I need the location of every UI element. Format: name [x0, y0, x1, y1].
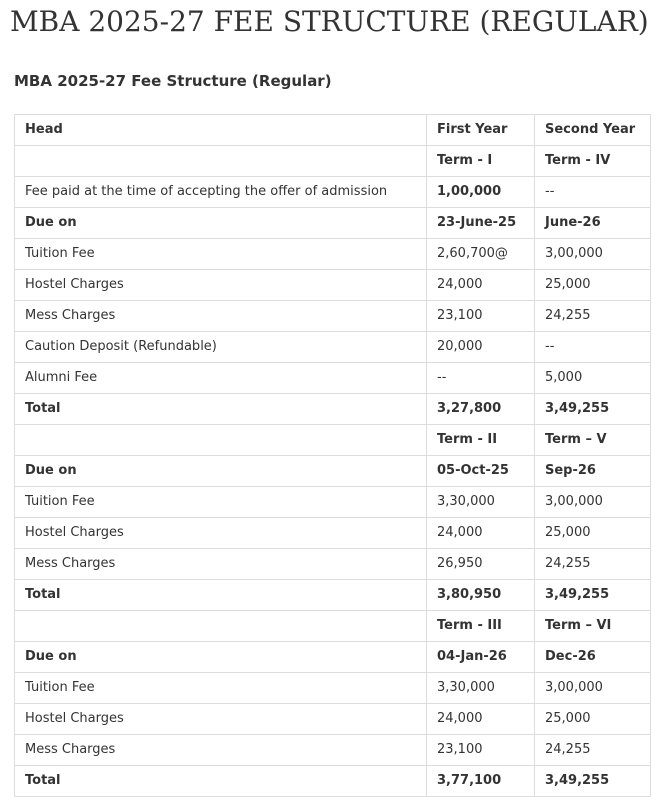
first-year-cell: 23-June-25 [427, 208, 535, 239]
table-row-fee [15, 363, 651, 394]
head-cell: Head [15, 115, 427, 146]
head-cell: Due on [15, 642, 427, 673]
first-year-cell: 04-Jan-26 [427, 642, 535, 673]
fee-structure-table [14, 114, 651, 797]
first-year-cell: 26,950 [427, 549, 535, 580]
second-year-cell: Term - IV [535, 146, 651, 177]
first-year-cell: 3,77,100 [427, 766, 535, 797]
first-year-cell: 3,30,000 [427, 487, 535, 518]
table-row-fee [15, 270, 651, 301]
first-year-cell: 24,000 [427, 270, 535, 301]
table-row-term [15, 425, 651, 456]
first-year-cell: Term - III [427, 611, 535, 642]
page-title: MBA 2025-27 FEE STRUCTURE (REGULAR) [10, 5, 649, 38]
second-year-cell: 24,255 [535, 301, 651, 332]
first-year-cell: 1,00,000 [427, 177, 535, 208]
table-row-fee [15, 301, 651, 332]
second-year-cell: -- [535, 177, 651, 208]
head-cell [15, 146, 427, 177]
table-row-fee [15, 487, 651, 518]
first-year-cell: 3,80,950 [427, 580, 535, 611]
table-row-fee [15, 518, 651, 549]
first-year-cell: 2,60,700@ [427, 239, 535, 270]
table-row-due [15, 642, 651, 673]
head-cell: Caution Deposit (Refundable) [15, 332, 427, 363]
table-row-fee [15, 332, 651, 363]
second-year-cell: 3,00,000 [535, 487, 651, 518]
second-year-cell: 24,255 [535, 549, 651, 580]
first-year-cell: Term - II [427, 425, 535, 456]
head-cell: Tuition Fee [15, 673, 427, 704]
head-cell: Total [15, 580, 427, 611]
table-row-total [15, 766, 651, 797]
head-cell: Tuition Fee [15, 239, 427, 270]
first-year-cell: 05-Oct-25 [427, 456, 535, 487]
table-row-due [15, 456, 651, 487]
second-year-cell: 5,000 [535, 363, 651, 394]
table-row-total [15, 394, 651, 425]
table-row-fee [15, 704, 651, 735]
second-year-cell: Second Year [535, 115, 651, 146]
first-year-cell: 3,30,000 [427, 673, 535, 704]
table-row-fee [15, 177, 651, 208]
head-cell: Total [15, 394, 427, 425]
second-year-cell: 25,000 [535, 518, 651, 549]
second-year-cell: 3,49,255 [535, 766, 651, 797]
first-year-cell: 3,27,800 [427, 394, 535, 425]
table-row-fee [15, 673, 651, 704]
head-cell: Tuition Fee [15, 487, 427, 518]
second-year-cell: June-26 [535, 208, 651, 239]
second-year-cell: 25,000 [535, 704, 651, 735]
second-year-cell: Dec-26 [535, 642, 651, 673]
second-year-cell: 3,49,255 [535, 394, 651, 425]
second-year-cell: 3,00,000 [535, 673, 651, 704]
head-cell [15, 611, 427, 642]
first-year-cell: 24,000 [427, 704, 535, 735]
head-cell: Mess Charges [15, 301, 427, 332]
first-year-cell: 23,100 [427, 735, 535, 766]
second-year-cell: 3,49,255 [535, 580, 651, 611]
table-row-fee [15, 735, 651, 766]
table-row-term [15, 611, 651, 642]
table-row-term [15, 146, 651, 177]
table-row-total [15, 580, 651, 611]
head-cell: Fee paid at the time of accepting the offer of admission [15, 177, 427, 208]
head-cell [15, 425, 427, 456]
table-row-header [15, 115, 651, 146]
fee-table-body [15, 115, 651, 797]
first-year-cell: Term - I [427, 146, 535, 177]
first-year-cell: 23,100 [427, 301, 535, 332]
head-cell: Due on [15, 208, 427, 239]
second-year-cell: Sep-26 [535, 456, 651, 487]
head-cell: Due on [15, 456, 427, 487]
second-year-cell: 25,000 [535, 270, 651, 301]
second-year-cell: 24,255 [535, 735, 651, 766]
head-cell: Hostel Charges [15, 518, 427, 549]
table-caption: MBA 2025-27 Fee Structure (Regular) [14, 72, 332, 90]
table-row-fee [15, 239, 651, 270]
head-cell: Mess Charges [15, 735, 427, 766]
head-cell: Hostel Charges [15, 270, 427, 301]
head-cell: Hostel Charges [15, 704, 427, 735]
first-year-cell: 24,000 [427, 518, 535, 549]
first-year-cell: 20,000 [427, 332, 535, 363]
head-cell: Mess Charges [15, 549, 427, 580]
head-cell: Total [15, 766, 427, 797]
second-year-cell: Term – V [535, 425, 651, 456]
second-year-cell: 3,00,000 [535, 239, 651, 270]
table-row-due [15, 208, 651, 239]
head-cell: Alumni Fee [15, 363, 427, 394]
first-year-cell: -- [427, 363, 535, 394]
table-row-fee [15, 549, 651, 580]
second-year-cell: -- [535, 332, 651, 363]
second-year-cell: Term – VI [535, 611, 651, 642]
first-year-cell: First Year [427, 115, 535, 146]
